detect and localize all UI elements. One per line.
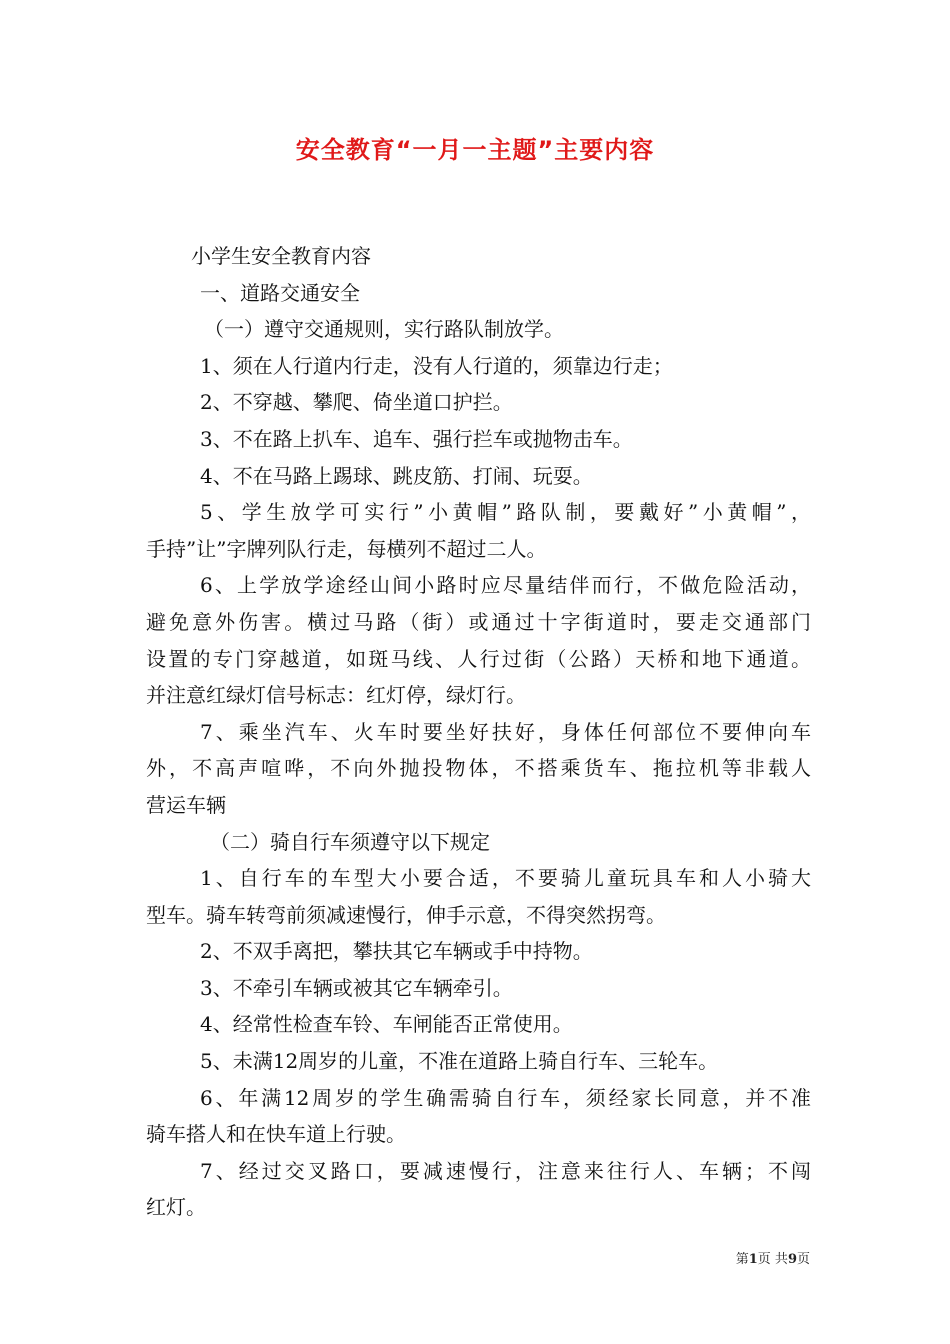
section-heading: 小学生安全教育内容 xyxy=(191,244,371,268)
rule-item-continuation: 并注意红绿灯信号标志：红灯停，绿灯行。 xyxy=(146,683,526,708)
document-title: 安全教育“一月一主题”主要内容 xyxy=(295,136,655,164)
footer-suffix: 页 xyxy=(796,1252,810,1267)
rule-item: 7、乘坐汽车、火车时要坐好扶好，身体任何部位不要伸向车 xyxy=(200,719,811,744)
section-heading: 一、道路交通安全 xyxy=(200,280,360,305)
rule-item: 6、上学放学途经山间小路时应尽量结伴而行，不做危险活动， xyxy=(200,573,811,598)
rule-item-continuation: 型车。骑车转弯前须减速慢行，伸手示意，不得突然拐弯。 xyxy=(146,902,666,927)
rule-item-continuation: 营运车辆 xyxy=(146,792,226,817)
footer-prefix: 第 xyxy=(735,1252,749,1267)
rule-item: 5、未满12周岁的儿童，不准在道路上骑自行车、三轮车。 xyxy=(200,1049,719,1074)
current-page-number: 1 xyxy=(748,1252,758,1267)
rule-item-continuation: 骑车搭人和在快车道上行驶。 xyxy=(146,1122,406,1147)
rule-item: 1、须在人行道内行走，没有人行道的，须靠边行走； xyxy=(200,353,673,378)
subsection-heading: （二）骑自行车须遵守以下规定 xyxy=(210,829,490,854)
rule-item: 7、经过交叉路口，要减速慢行，注意来往行人、车辆；不闯 xyxy=(200,1158,811,1183)
document-body xyxy=(146,238,811,1226)
rule-item-continuation: 手持”让”字牌列队行走，每横列不超过二人。 xyxy=(146,536,547,561)
total-page-number: 9 xyxy=(787,1252,797,1267)
rule-item: 1、自行车的车型大小要合适，不要骑儿童玩具车和人小骑大 xyxy=(200,866,811,891)
rule-item: 6、年满12周岁的学生确需骑自行车，须经家长同意，并不准 xyxy=(200,1085,811,1110)
rule-item-continuation: 红灯。 xyxy=(146,1195,206,1220)
rule-item: 2、不双手离把，攀扶其它车辆或手中持物。 xyxy=(200,939,593,964)
rule-item-continuation: 设置的专门穿越道，如斑马线、人行过街（公路）天桥和地下通道。 xyxy=(146,646,811,671)
rule-item-continuation: 避免意外伤害。横过马路（街）或通过十字街道时，要走交通部门 xyxy=(146,609,811,634)
rule-item: 5、学生放学可实行”小黄帽”路队制，要戴好”小黄帽”， xyxy=(200,500,811,525)
rule-item-continuation: 外，不高声喧哗，不向外抛投物体，不搭乘货车、拖拉机等非载人 xyxy=(146,756,811,781)
rule-item: 3、不牵引车辆或被其它车辆牵引。 xyxy=(200,975,513,1000)
rule-item: 2、不穿越、攀爬、倚坐道口护拦。 xyxy=(200,390,513,415)
rule-item: 3、不在路上扒车、追车、强行拦车或抛物击车。 xyxy=(200,426,633,451)
rule-item: 4、经常性检查车铃、车闸能否正常使用。 xyxy=(200,1012,573,1037)
page-number-footer xyxy=(0,1248,810,1267)
subsection-heading: （一）遵守交通规则，实行路队制放学。 xyxy=(204,317,564,342)
footer-middle: 页 共 xyxy=(757,1252,788,1267)
rule-item: 4、不在马路上踢球、跳皮筋、打闹、玩耍。 xyxy=(200,463,593,488)
